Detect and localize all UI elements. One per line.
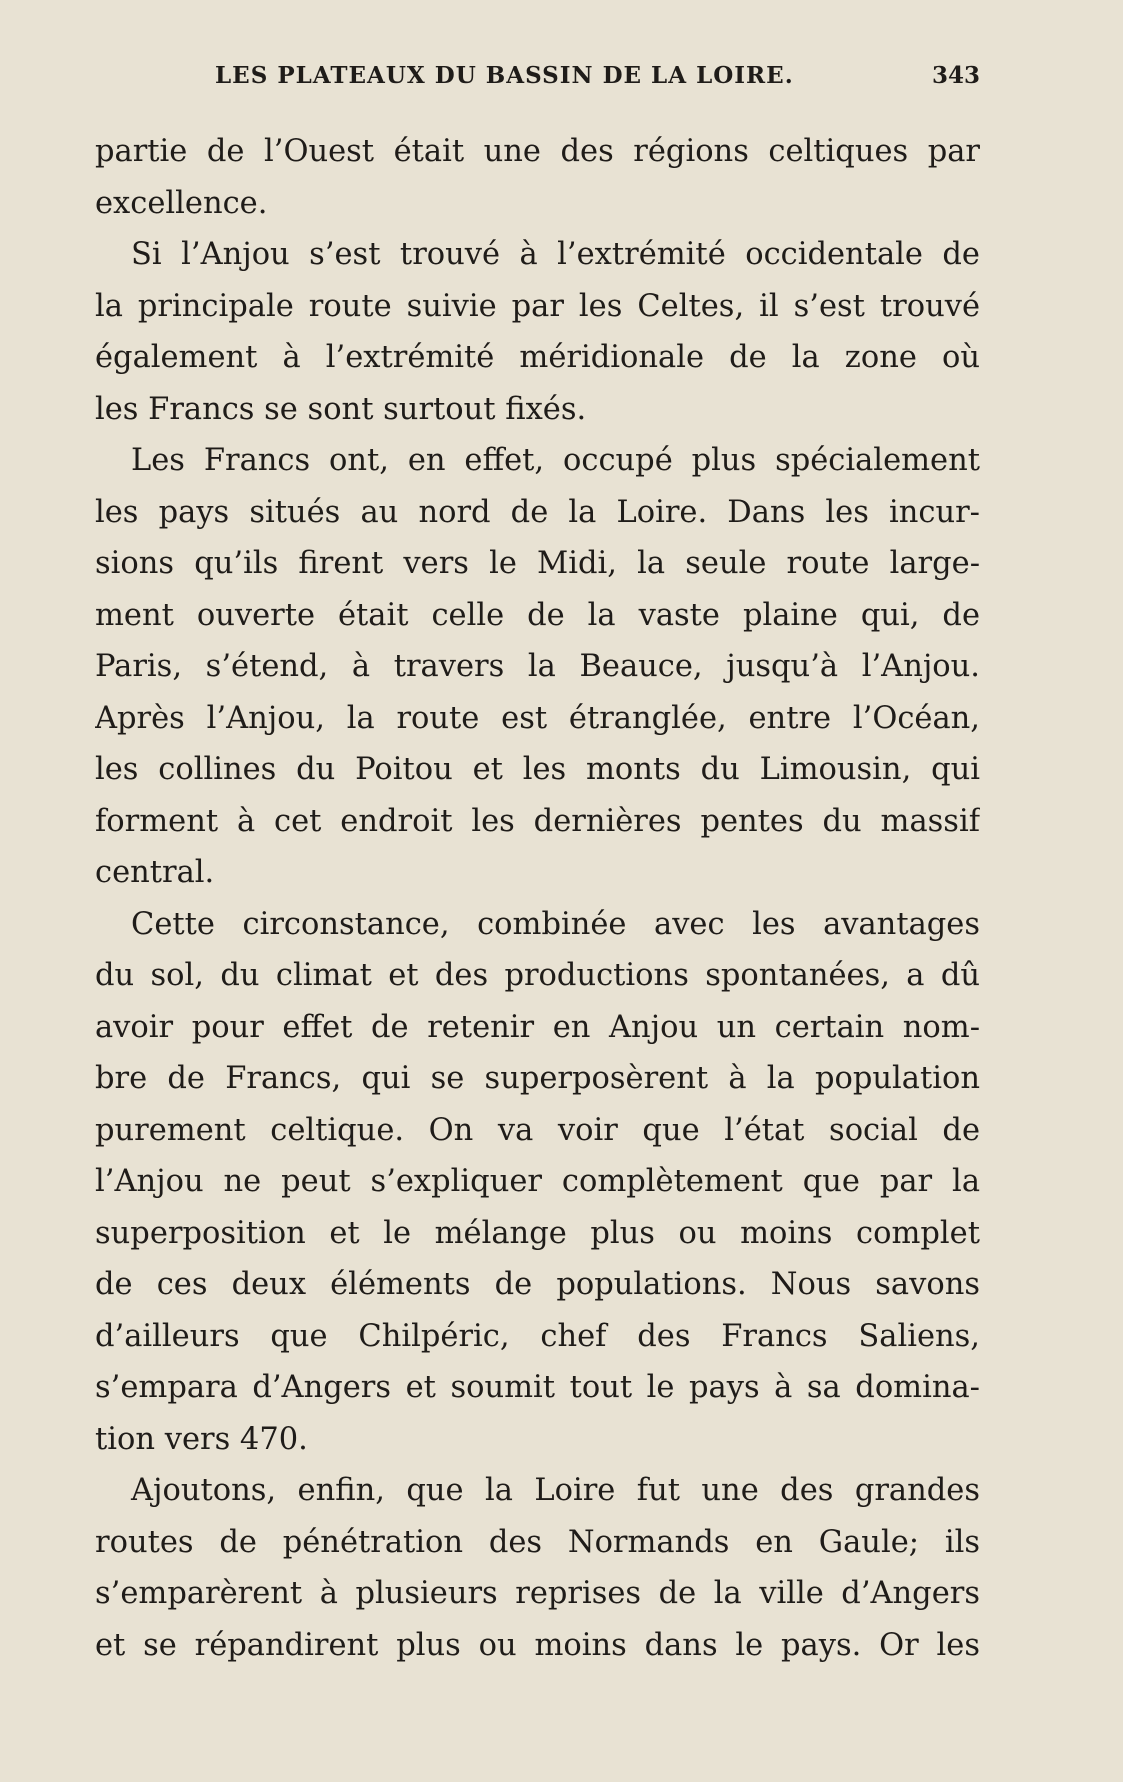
text-line: l’Anjou ne peut s’expliquer complètement que par la bbox=[95, 1164, 980, 1199]
body-text bbox=[95, 126, 980, 1671]
page-number: 343 bbox=[931, 62, 980, 89]
text-line: avoir pour effet de retenir en Anjou un certain nom- bbox=[95, 1009, 980, 1045]
text-line: excellence. bbox=[95, 185, 268, 221]
text-line: Paris, s’étend, à travers la Beauce, jusqu’à l’Anjou. bbox=[95, 649, 980, 684]
text-line: ment ouverte était celle de la vaste plaine qui, de bbox=[95, 597, 980, 633]
text-line: les Francs se sont surtout fixés. bbox=[95, 391, 587, 427]
text-line: la principale route suivie par les Celtes, il s’est trouvé bbox=[95, 288, 980, 324]
text-line: de ces deux éléments de populations. Nous savons bbox=[95, 1267, 980, 1302]
text-line: forment à cet endroit les dernières pentes du massif bbox=[95, 803, 980, 839]
text-line: purement celtique. On va voir que l’état social de bbox=[95, 1112, 980, 1148]
text-line: d’ailleurs que Chilpéric, chef des Francs Saliens, bbox=[95, 1318, 980, 1354]
text-line: Ajoutons, enfin, que la Loire fut une des grandes bbox=[131, 1473, 980, 1508]
text-line: routes de pénétration des Normands en Gaule; ils bbox=[95, 1524, 980, 1560]
text-line: les pays situés au nord de la Loire. Dans les incur- bbox=[95, 494, 980, 530]
text-line: et se répandirent plus ou moins dans le pays. Or les bbox=[95, 1627, 980, 1663]
text-line: sions qu’ils firent vers le Midi, la seule route large- bbox=[95, 546, 980, 581]
text-line: du sol, du climat et des productions spontanées, a dû bbox=[95, 958, 980, 993]
text-line: s’emparèrent à plusieurs reprises de la ville d’Angers bbox=[95, 1576, 980, 1611]
text-line: bre de Francs, qui se superposèrent à la population bbox=[95, 1061, 980, 1096]
text-line: Les Francs ont, en effet, occupé plus spécialement bbox=[131, 443, 980, 478]
text-line: les collines du Poitou et les monts du Limousin, qui bbox=[95, 752, 980, 787]
text-line: Cette circonstance, combinée avec les avantages bbox=[131, 906, 980, 942]
text-line: également à l’extrémité méridionale de la zone où bbox=[95, 340, 980, 375]
running-title: LES PLATEAUX DU BASSIN DE LA LOIRE. bbox=[215, 62, 794, 89]
page-header bbox=[95, 62, 980, 102]
text-line: tion vers 470. bbox=[95, 1421, 308, 1457]
text-line: superposition et le mélange plus ou moins complet bbox=[95, 1215, 980, 1251]
text-line: Si l’Anjou s’est trouvé à l’extrémité occidentale de bbox=[131, 237, 980, 272]
text-line: Après l’Anjou, la route est étranglée, entre l’Océan, bbox=[95, 700, 980, 736]
text-line: partie de l’Ouest était une des régions celtiques par bbox=[95, 134, 980, 169]
text-line: central. bbox=[95, 855, 215, 890]
text-line: s’empara d’Angers et soumit tout le pays à sa domina- bbox=[95, 1370, 980, 1405]
